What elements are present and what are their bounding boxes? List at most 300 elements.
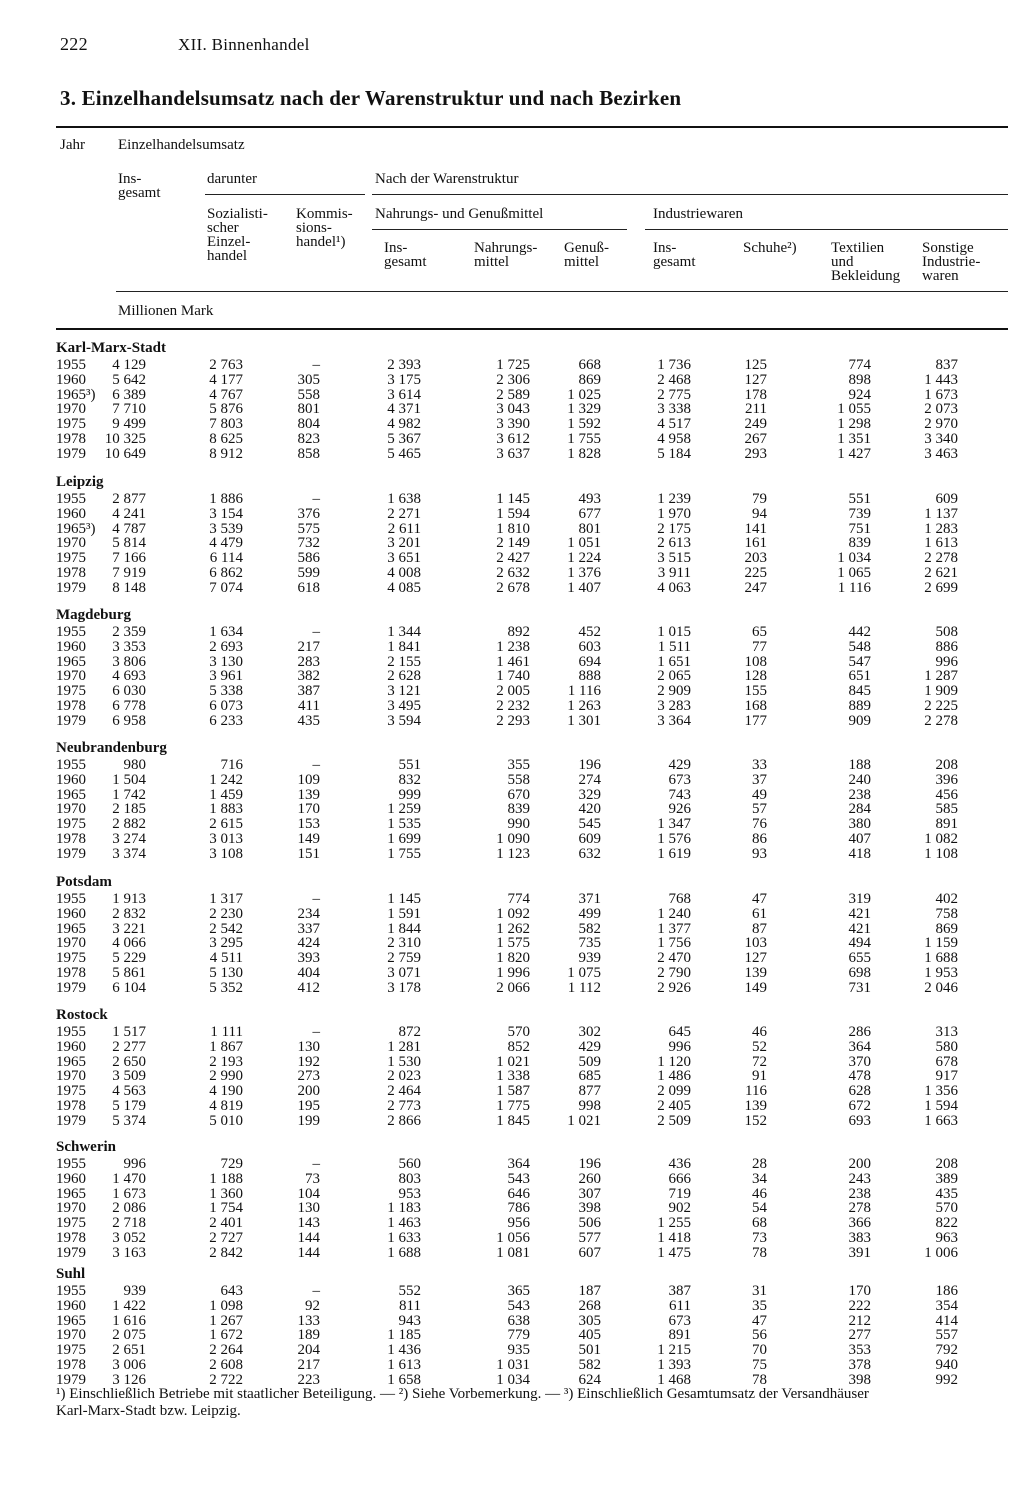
header-nahrungs-genussmittel: Nahrungs- und Genußmittel bbox=[375, 206, 544, 222]
value-cell: 839 bbox=[848, 535, 871, 552]
value-cell: 1 283 bbox=[924, 520, 958, 537]
value-cell: 2 278 bbox=[924, 712, 958, 729]
value-cell: 125 bbox=[744, 357, 767, 373]
region-heading: Neubrandenburg bbox=[56, 740, 167, 756]
value-cell: 34 bbox=[752, 1170, 767, 1187]
value-cell: 888 bbox=[578, 668, 601, 685]
value-cell: – bbox=[312, 757, 320, 773]
year-cell: 1978 bbox=[56, 431, 86, 447]
value-cell: 811 bbox=[399, 1297, 421, 1314]
value-cell: – bbox=[312, 357, 320, 373]
year-cell: 1978 bbox=[56, 565, 86, 581]
value-cell: 2 773 bbox=[387, 1098, 421, 1114]
value-cell: 57 bbox=[752, 801, 767, 818]
value-cell: 3 013 bbox=[209, 831, 243, 847]
value-cell: 2 775 bbox=[657, 386, 691, 403]
value-cell: 1 021 bbox=[567, 1112, 601, 1129]
value-cell: 222 bbox=[848, 1297, 871, 1314]
value-cell: 1 468 bbox=[657, 1371, 691, 1388]
year-cell: 1975 bbox=[56, 816, 86, 833]
value-cell: 1 463 bbox=[387, 1215, 421, 1232]
year-cell: 1965 bbox=[56, 786, 86, 803]
value-cell: 803 bbox=[398, 1170, 421, 1187]
value-cell: 1 092 bbox=[496, 905, 530, 922]
value-cell: 3 295 bbox=[209, 935, 243, 952]
value-cell: 3 108 bbox=[209, 845, 243, 862]
value-cell: 4 479 bbox=[209, 535, 243, 552]
value-cell: 4 982 bbox=[387, 416, 421, 433]
region-heading: Rostock bbox=[56, 1007, 108, 1023]
year-cell: 1965 bbox=[56, 1053, 86, 1070]
value-cell: 3 374 bbox=[112, 845, 146, 862]
value-cell: 4 958 bbox=[657, 431, 691, 447]
value-cell: 54 bbox=[752, 1200, 767, 1217]
value-cell: 1 658 bbox=[387, 1371, 421, 1388]
value-cell: 2 427 bbox=[496, 550, 530, 567]
value-cell: 943 bbox=[398, 1312, 421, 1329]
year-cell: 1979 bbox=[56, 712, 86, 729]
value-cell: 5 367 bbox=[387, 431, 421, 447]
value-cell: 5 179 bbox=[112, 1098, 146, 1114]
value-cell: 2 232 bbox=[496, 698, 530, 714]
industrie-rule bbox=[645, 229, 1008, 230]
value-cell: 155 bbox=[744, 683, 767, 700]
value-cell: 217 bbox=[297, 1357, 320, 1373]
value-cell: 3 071 bbox=[387, 965, 421, 981]
value-cell: 141 bbox=[744, 520, 767, 537]
value-cell: 278 bbox=[848, 1200, 871, 1217]
value-cell: 2 193 bbox=[209, 1053, 243, 1070]
table-row bbox=[0, 936, 1024, 951]
value-cell: 68 bbox=[752, 1215, 767, 1232]
value-cell: 2 065 bbox=[657, 668, 691, 685]
table-row bbox=[0, 1069, 1024, 1084]
value-cell: 376 bbox=[297, 505, 320, 522]
value-cell: 926 bbox=[668, 801, 691, 818]
value-cell: 366 bbox=[848, 1215, 871, 1232]
value-cell: 7 710 bbox=[112, 401, 146, 418]
value-cell: 152 bbox=[744, 1112, 767, 1129]
value-cell: 133 bbox=[297, 1312, 320, 1329]
value-cell: 1 238 bbox=[496, 638, 530, 655]
value-cell: 143 bbox=[297, 1215, 320, 1232]
value-cell: 609 bbox=[935, 491, 958, 507]
value-cell: 2 651 bbox=[112, 1342, 146, 1359]
value-cell: 1 742 bbox=[112, 786, 146, 803]
value-cell: 1 820 bbox=[496, 950, 530, 967]
value-cell: 283 bbox=[297, 653, 320, 670]
value-cell: 211 bbox=[745, 401, 767, 418]
value-cell: 996 bbox=[935, 653, 958, 670]
value-cell: 892 bbox=[507, 624, 530, 640]
year-cell: 1978 bbox=[56, 1098, 86, 1114]
value-cell: 5 374 bbox=[112, 1112, 146, 1129]
value-cell: 3 390 bbox=[496, 416, 530, 433]
table-row bbox=[0, 388, 1024, 403]
value-cell: 1 281 bbox=[387, 1038, 421, 1055]
value-cell: 5 814 bbox=[112, 535, 146, 552]
table-row bbox=[0, 981, 1024, 996]
year-cell: 1965 bbox=[56, 920, 86, 937]
year-cell: 1965³) bbox=[56, 520, 96, 537]
value-cell: 672 bbox=[848, 1098, 871, 1114]
value-cell: 1 056 bbox=[496, 1230, 530, 1246]
year-cell: 1955 bbox=[56, 757, 86, 773]
value-cell: 7 919 bbox=[112, 565, 146, 581]
value-cell: – bbox=[312, 491, 320, 507]
value-cell: 4 517 bbox=[657, 416, 691, 433]
value-cell: 2 271 bbox=[387, 505, 421, 522]
value-cell: 1 188 bbox=[209, 1170, 243, 1187]
value-cell: 980 bbox=[123, 757, 146, 773]
value-cell: 5 130 bbox=[209, 965, 243, 981]
value-cell: 127 bbox=[744, 371, 767, 388]
value-cell: 651 bbox=[848, 668, 871, 685]
value-cell: 1 215 bbox=[657, 1342, 691, 1359]
year-cell: 1955 bbox=[56, 891, 86, 907]
value-cell: 200 bbox=[297, 1083, 320, 1100]
value-cell: 731 bbox=[848, 979, 871, 996]
year-cell: 1970 bbox=[56, 1327, 86, 1344]
value-cell: 2 542 bbox=[209, 920, 243, 937]
table-row bbox=[0, 1216, 1024, 1231]
value-cell: 1 360 bbox=[209, 1185, 243, 1202]
value-cell: 4 085 bbox=[387, 579, 421, 596]
value-cell: 47 bbox=[752, 1312, 767, 1329]
table-row bbox=[0, 699, 1024, 714]
value-cell: 618 bbox=[297, 579, 320, 596]
value-cell: 354 bbox=[935, 1297, 958, 1314]
header-genussmittel: Genuß- mittel bbox=[564, 240, 609, 270]
value-cell: 2 763 bbox=[209, 357, 243, 373]
value-cell: 208 bbox=[935, 1156, 958, 1172]
value-cell: 801 bbox=[297, 401, 320, 418]
table-row bbox=[0, 817, 1024, 832]
value-cell: 666 bbox=[668, 1170, 691, 1187]
value-cell: 9 499 bbox=[112, 416, 146, 433]
value-cell: 996 bbox=[668, 1038, 691, 1055]
year-cell: 1960 bbox=[56, 771, 86, 788]
header-textilien-bekleidung: Textilien und Bekleidung bbox=[831, 240, 901, 284]
value-cell: 5 010 bbox=[209, 1112, 243, 1129]
table-row bbox=[0, 832, 1024, 847]
value-cell: 2 149 bbox=[496, 535, 530, 552]
value-cell: 2 185 bbox=[112, 801, 146, 818]
value-cell: 223 bbox=[297, 1371, 320, 1388]
year-cell: 1975 bbox=[56, 1215, 86, 1232]
table-row bbox=[0, 922, 1024, 937]
value-cell: 577 bbox=[578, 1230, 601, 1246]
header-ng-insgesamt: Ins- gesamt bbox=[384, 240, 427, 270]
header-bottom-rule bbox=[56, 328, 1008, 330]
value-cell: 869 bbox=[578, 371, 601, 388]
year-cell: 1978 bbox=[56, 965, 86, 981]
value-cell: 277 bbox=[848, 1327, 871, 1344]
value-cell: 127 bbox=[744, 950, 767, 967]
year-cell: 1979 bbox=[56, 1112, 86, 1129]
value-cell: 3 515 bbox=[657, 550, 691, 567]
value-cell: 1 755 bbox=[567, 431, 601, 447]
value-cell: 999 bbox=[398, 786, 421, 803]
value-cell: 2 264 bbox=[209, 1342, 243, 1359]
value-cell: 3 614 bbox=[387, 386, 421, 403]
value-cell: 212 bbox=[848, 1312, 871, 1329]
value-cell: 1 021 bbox=[496, 1053, 530, 1070]
header-sonstige-industriewaren: Sonstige Industrie- waren bbox=[922, 240, 981, 284]
value-cell: – bbox=[312, 1156, 320, 1172]
value-cell: 1 688 bbox=[924, 950, 958, 967]
table-row bbox=[0, 625, 1024, 640]
value-cell: 768 bbox=[668, 891, 691, 907]
value-cell: 153 bbox=[297, 816, 320, 833]
value-cell: 286 bbox=[848, 1024, 871, 1040]
value-cell: 611 bbox=[669, 1297, 691, 1314]
year-cell: 1979 bbox=[56, 845, 86, 862]
value-cell: 414 bbox=[935, 1312, 958, 1329]
table-row bbox=[0, 847, 1024, 862]
region-heading: Leipzig bbox=[56, 474, 104, 490]
value-cell: 1 427 bbox=[837, 445, 871, 462]
value-cell: 3 911 bbox=[657, 565, 691, 581]
value-cell: 424 bbox=[297, 935, 320, 952]
value-cell: 832 bbox=[398, 771, 421, 788]
value-cell: 46 bbox=[752, 1185, 767, 1202]
value-cell: 2 678 bbox=[496, 579, 530, 596]
value-cell: 3 806 bbox=[112, 653, 146, 670]
value-cell: 1 845 bbox=[496, 1112, 530, 1129]
value-cell: 2 277 bbox=[112, 1038, 146, 1055]
year-cell: 1955 bbox=[56, 624, 86, 640]
value-cell: 1 298 bbox=[837, 416, 871, 433]
value-cell: 2 155 bbox=[387, 653, 421, 670]
value-cell: 168 bbox=[744, 698, 767, 714]
value-cell: 196 bbox=[578, 757, 601, 773]
value-cell: 1 255 bbox=[657, 1215, 691, 1232]
year-cell: 1970 bbox=[56, 401, 86, 418]
value-cell: 4 063 bbox=[657, 579, 691, 596]
value-cell: 429 bbox=[578, 1038, 601, 1055]
table-row bbox=[0, 522, 1024, 537]
value-cell: 4 190 bbox=[209, 1083, 243, 1100]
value-cell: 2 359 bbox=[112, 624, 146, 640]
value-cell: 86 bbox=[752, 831, 767, 847]
table-row bbox=[0, 492, 1024, 507]
year-cell: 1975 bbox=[56, 1083, 86, 1100]
value-cell: – bbox=[312, 624, 320, 640]
value-cell: 1 065 bbox=[837, 565, 871, 581]
value-cell: 1 185 bbox=[387, 1327, 421, 1344]
value-cell: 144 bbox=[297, 1244, 320, 1261]
table-row bbox=[0, 432, 1024, 447]
value-cell: 1 970 bbox=[657, 505, 691, 522]
table-row bbox=[0, 1246, 1024, 1261]
value-cell: 693 bbox=[848, 1112, 871, 1129]
value-cell: 2 066 bbox=[496, 979, 530, 996]
value-cell: 2 401 bbox=[209, 1215, 243, 1232]
table-row bbox=[0, 907, 1024, 922]
value-cell: 4 008 bbox=[387, 565, 421, 581]
value-cell: 1 511 bbox=[657, 638, 691, 655]
value-cell: 1 810 bbox=[496, 520, 530, 537]
value-cell: 91 bbox=[752, 1068, 767, 1085]
value-cell: 1 576 bbox=[657, 831, 691, 847]
table-row bbox=[0, 1201, 1024, 1216]
value-cell: 1 262 bbox=[496, 920, 530, 937]
value-cell: 494 bbox=[848, 935, 871, 952]
darunter-rule bbox=[205, 194, 365, 195]
value-cell: 435 bbox=[935, 1185, 958, 1202]
year-cell: 1970 bbox=[56, 935, 86, 952]
value-cell: 996 bbox=[123, 1156, 146, 1172]
value-cell: 5 465 bbox=[387, 445, 421, 462]
value-cell: 599 bbox=[297, 565, 320, 581]
value-cell: 3 651 bbox=[387, 550, 421, 567]
value-cell: 238 bbox=[848, 1185, 871, 1202]
value-cell: 1 240 bbox=[657, 905, 691, 922]
year-cell: 1970 bbox=[56, 1200, 86, 1217]
columns-rule bbox=[116, 291, 1008, 292]
value-cell: 6 778 bbox=[112, 698, 146, 714]
value-cell: 2 866 bbox=[387, 1112, 421, 1129]
value-cell: 10 325 bbox=[104, 431, 146, 447]
value-cell: 1 329 bbox=[567, 401, 601, 418]
value-cell: 1 486 bbox=[657, 1068, 691, 1085]
value-cell: 1 317 bbox=[209, 891, 243, 907]
value-cell: 1 535 bbox=[387, 816, 421, 833]
value-cell: 732 bbox=[297, 535, 320, 552]
year-cell: 1975 bbox=[56, 416, 86, 433]
value-cell: 370 bbox=[848, 1053, 871, 1070]
value-cell: 151 bbox=[297, 845, 320, 862]
table-row bbox=[0, 655, 1024, 670]
value-cell: 1 145 bbox=[496, 491, 530, 507]
value-cell: 2 230 bbox=[209, 905, 243, 922]
value-cell: 1 344 bbox=[387, 624, 421, 640]
footnote-line-1: ¹) Einschließlich Betriebe mit staatlicher Beteiligung. — ²) Siehe Vorbemerkung. — ³) Einschließlich Gesamtumsatz der Versandhäuser bbox=[56, 1386, 869, 1402]
value-cell: 837 bbox=[935, 357, 958, 373]
year-cell: 1979 bbox=[56, 979, 86, 996]
value-cell: 1 775 bbox=[496, 1098, 530, 1114]
value-cell: 607 bbox=[578, 1244, 601, 1261]
value-cell: 1 267 bbox=[209, 1312, 243, 1329]
table-row bbox=[0, 402, 1024, 417]
value-cell: 628 bbox=[848, 1083, 871, 1100]
value-cell: 2 608 bbox=[209, 1357, 243, 1373]
value-cell: 545 bbox=[578, 816, 601, 833]
value-cell: 3 130 bbox=[209, 653, 243, 670]
value-cell: 8 148 bbox=[112, 579, 146, 596]
value-cell: 1 090 bbox=[496, 831, 530, 847]
value-cell: 924 bbox=[848, 386, 871, 403]
value-cell: 1 725 bbox=[496, 357, 530, 373]
value-cell: 1 393 bbox=[657, 1357, 691, 1373]
value-cell: 5 861 bbox=[112, 965, 146, 981]
value-cell: 953 bbox=[398, 1185, 421, 1202]
value-cell: 70 bbox=[752, 1342, 767, 1359]
value-cell: 128 bbox=[744, 668, 767, 685]
table-row bbox=[0, 1172, 1024, 1187]
value-cell: 196 bbox=[578, 1156, 601, 1172]
value-cell: 6 233 bbox=[209, 712, 243, 729]
value-cell: 3 178 bbox=[387, 979, 421, 996]
value-cell: 186 bbox=[935, 1283, 958, 1299]
value-cell: 1 034 bbox=[837, 550, 871, 567]
value-cell: 886 bbox=[935, 638, 958, 655]
year-cell: 1975 bbox=[56, 1342, 86, 1359]
value-cell: 1 259 bbox=[387, 801, 421, 818]
header-industriewaren: Industriewaren bbox=[653, 206, 743, 222]
value-cell: 238 bbox=[848, 786, 871, 803]
table-row bbox=[0, 1284, 1024, 1299]
year-cell: 1960 bbox=[56, 1170, 86, 1187]
value-cell: 1 137 bbox=[924, 505, 958, 522]
value-cell: 478 bbox=[848, 1068, 871, 1085]
value-cell: 1 407 bbox=[567, 579, 601, 596]
value-cell: 407 bbox=[848, 831, 871, 847]
value-cell: 939 bbox=[123, 1283, 146, 1299]
value-cell: 305 bbox=[297, 371, 320, 388]
table-row bbox=[0, 951, 1024, 966]
value-cell: 638 bbox=[507, 1312, 530, 1329]
value-cell: 387 bbox=[668, 1283, 691, 1299]
table-row bbox=[0, 507, 1024, 522]
value-cell: 420 bbox=[578, 801, 601, 818]
value-cell: 698 bbox=[848, 965, 871, 981]
value-cell: 670 bbox=[507, 786, 530, 803]
value-cell: 2 278 bbox=[924, 550, 958, 567]
value-cell: 2 099 bbox=[657, 1083, 691, 1100]
value-cell: 6 958 bbox=[112, 712, 146, 729]
value-cell: 6 114 bbox=[209, 550, 243, 567]
value-cell: 774 bbox=[507, 891, 530, 907]
value-cell: 1 159 bbox=[924, 935, 958, 952]
region-heading: Schwerin bbox=[56, 1139, 116, 1155]
year-cell: 1955 bbox=[56, 491, 86, 507]
value-cell: 6 104 bbox=[112, 979, 146, 996]
value-cell: 1 051 bbox=[567, 535, 601, 552]
value-cell: 1 616 bbox=[112, 1312, 146, 1329]
value-cell: 1 953 bbox=[924, 965, 958, 981]
value-cell: 4 371 bbox=[387, 401, 421, 418]
value-cell: 1 025 bbox=[567, 386, 601, 403]
value-cell: 192 bbox=[297, 1053, 320, 1070]
value-cell: 3 154 bbox=[209, 505, 243, 522]
value-cell: 889 bbox=[848, 698, 871, 714]
value-cell: 1 594 bbox=[496, 505, 530, 522]
value-cell: 2 832 bbox=[112, 905, 146, 922]
nahrung-rule bbox=[372, 229, 627, 230]
table-row bbox=[0, 1187, 1024, 1202]
value-cell: 94 bbox=[752, 505, 767, 522]
value-cell: 130 bbox=[297, 1038, 320, 1055]
year-cell: 1970 bbox=[56, 801, 86, 818]
table-row bbox=[0, 802, 1024, 817]
value-cell: 139 bbox=[744, 1098, 767, 1114]
value-cell: 891 bbox=[668, 1327, 691, 1344]
value-cell: 170 bbox=[848, 1283, 871, 1299]
value-cell: 28 bbox=[752, 1156, 767, 1172]
value-cell: 240 bbox=[848, 771, 871, 788]
value-cell: 603 bbox=[578, 638, 601, 655]
year-cell: 1970 bbox=[56, 1068, 86, 1085]
value-cell: 3 175 bbox=[387, 371, 421, 388]
table-row bbox=[0, 551, 1024, 566]
header-kommissionshandel: Kommis- sions- handel¹) bbox=[296, 206, 353, 250]
top-rule bbox=[56, 126, 1008, 128]
value-cell: 3 006 bbox=[112, 1357, 146, 1373]
value-cell: 1 436 bbox=[387, 1342, 421, 1359]
value-cell: 2 882 bbox=[112, 816, 146, 833]
